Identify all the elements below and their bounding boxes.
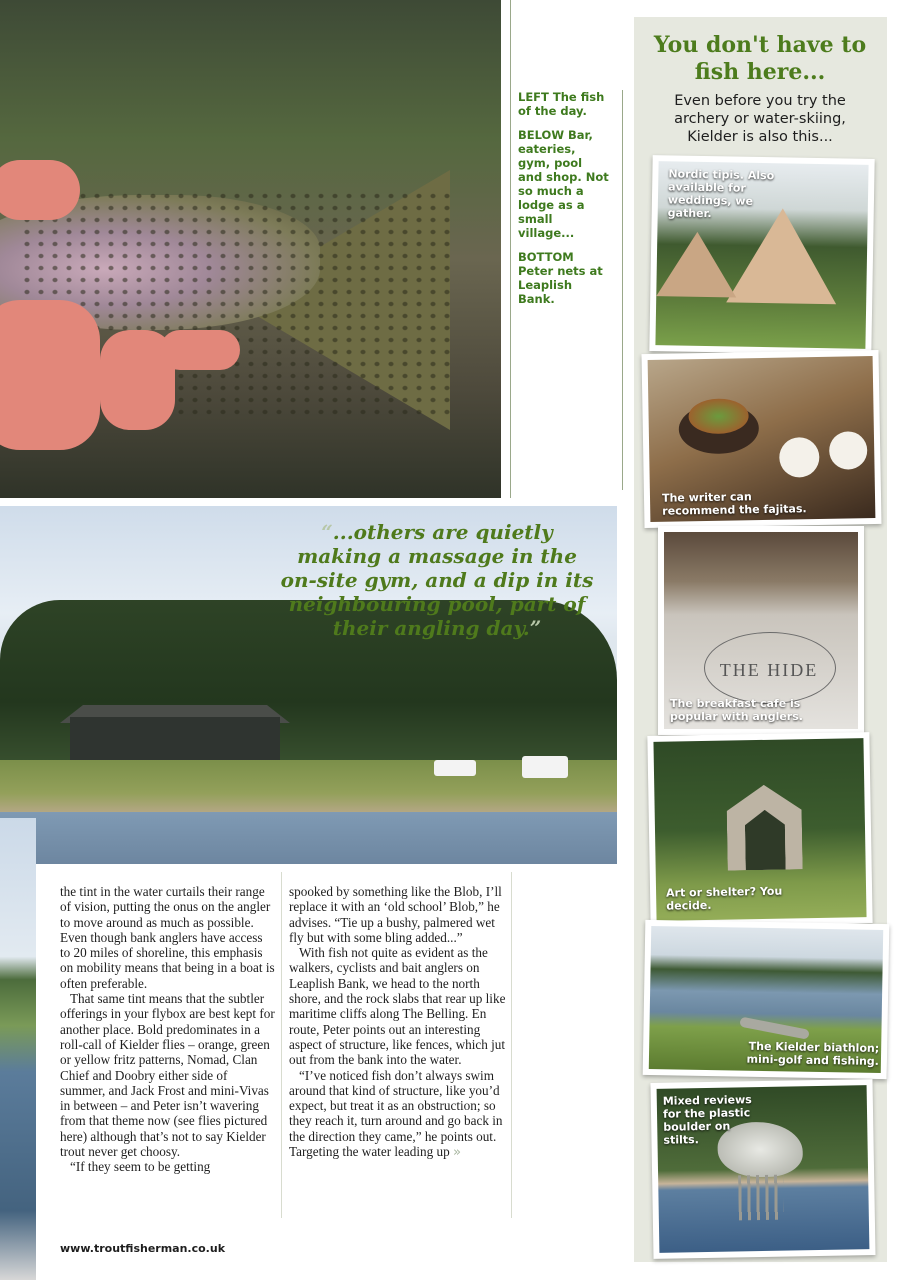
art-shelter-photo: Art or shelter? You decide. — [647, 732, 872, 927]
pickup-truck — [434, 760, 476, 776]
salsa-dish — [829, 431, 868, 470]
continue-arrow-icon: » — [453, 1145, 462, 1161]
body-paragraph: With fish not quite as evident as the walkers, cyclists and bait anglers on Leaplish Bank, we head to the north shore, and the rock slabs that rear up like maritime cliffs along The Belling. En route, Peter points out an interesting aspect of structure, like fences, which jut out from the bank into the water. — [289, 945, 506, 1068]
caption-below: BELOW Bar, eateries, gym, pool and shop. Not so much a lodge as a small village... — [518, 128, 609, 240]
body-column-2 — [289, 884, 509, 1160]
hide-sign: THE HIDE — [719, 660, 819, 680]
sour-cream-dish — [779, 437, 820, 478]
hand-thumb — [0, 160, 80, 220]
column-rule-right — [511, 872, 512, 1218]
body-paragraph: the tint in the water curtails their range of vision, putting the onus on the angler to move around as much as possible. Even though bank anglers have access to 20 miles of shoreline, this emphasis on mobility means that being in a boat is often preferable. — [60, 884, 275, 991]
lodge-building — [70, 717, 280, 765]
tipi-large — [726, 207, 838, 304]
lake-water — [0, 812, 617, 864]
bank-netting-photo — [0, 818, 36, 1280]
body-paragraph: “If they seem to be getting — [70, 1159, 211, 1175]
open-quote-icon: “ — [321, 520, 333, 544]
fish-photo — [0, 0, 501, 498]
caption-divider-right — [622, 90, 623, 490]
caption-bottom: BOTTOM Peter nets at Leaplish Bank. — [518, 250, 603, 306]
tipis-photo: Nordic tipis. Also available for weddings, we gather. — [649, 155, 874, 355]
boulder-stilts — [738, 1175, 784, 1221]
body-column-1 — [60, 884, 275, 1175]
body-paragraph: “I’ve noticed fish don’t always swim around that kind of structure, like you’d expect, but treat it as an obstruction; so they reach it, turn around and go back in the direction they came,” he points out. Targeting the water leading up — [289, 1067, 503, 1160]
hand-palm — [0, 300, 100, 450]
sidebar-subtitle: Even before you try the archery or water-skiing, Kielder is also this... — [674, 93, 846, 145]
pull-quote: “...others are quietly making a massage in the on-site gym, and a dip in its neighbouring pool, part of their angling day.” — [280, 520, 594, 640]
close-quote-icon: ” — [529, 616, 542, 640]
caption-left: LEFT The fish of the day. — [518, 90, 605, 118]
sidebar-title: You don't have to fish here... — [653, 32, 867, 85]
footer-url[interactable]: www.troutfisherman.co.uk — [60, 1242, 226, 1255]
hide-cafe-photo: THE HIDE The breakfast cafe is popular with anglers. — [658, 526, 864, 735]
white-van — [522, 756, 568, 778]
hand-finger-tip — [160, 330, 240, 370]
boulder-photo: Mixed reviews for the plastic boulder on stilts. — [650, 1079, 875, 1259]
photo-captions — [518, 90, 610, 316]
fajitas-photo: The writer can recommend the fajitas. — [641, 350, 881, 528]
body-paragraph: That same tint means that the subtler offerings in your flybox are best kept for another place. Bold predominates in a roll-call of Kielder flies – orange, green or yellow fritz patterns, Nomad, Clan Chief and Doobry either side of summer, and Jack Frost and mini-Vivas in between – and Peter isn’t wavering from that theme now (see flies pictured here) although that’s not to say Kielder trout never get choosy. — [60, 991, 275, 1160]
body-paragraph: spooked by something like the Blob, I’ll replace it with an ‘old school’ Blob,” he advises. “Tie up a bushy, palmered wet fly but with some bling added...” — [289, 884, 502, 945]
minigolf-ramp — [739, 1017, 810, 1040]
tipi-small — [656, 231, 737, 297]
biathlon-photo: The Kielder biathlon; mini-golf and fishing. — [643, 920, 890, 1079]
column-gutter — [281, 872, 282, 1218]
caption-divider-left — [510, 0, 511, 498]
